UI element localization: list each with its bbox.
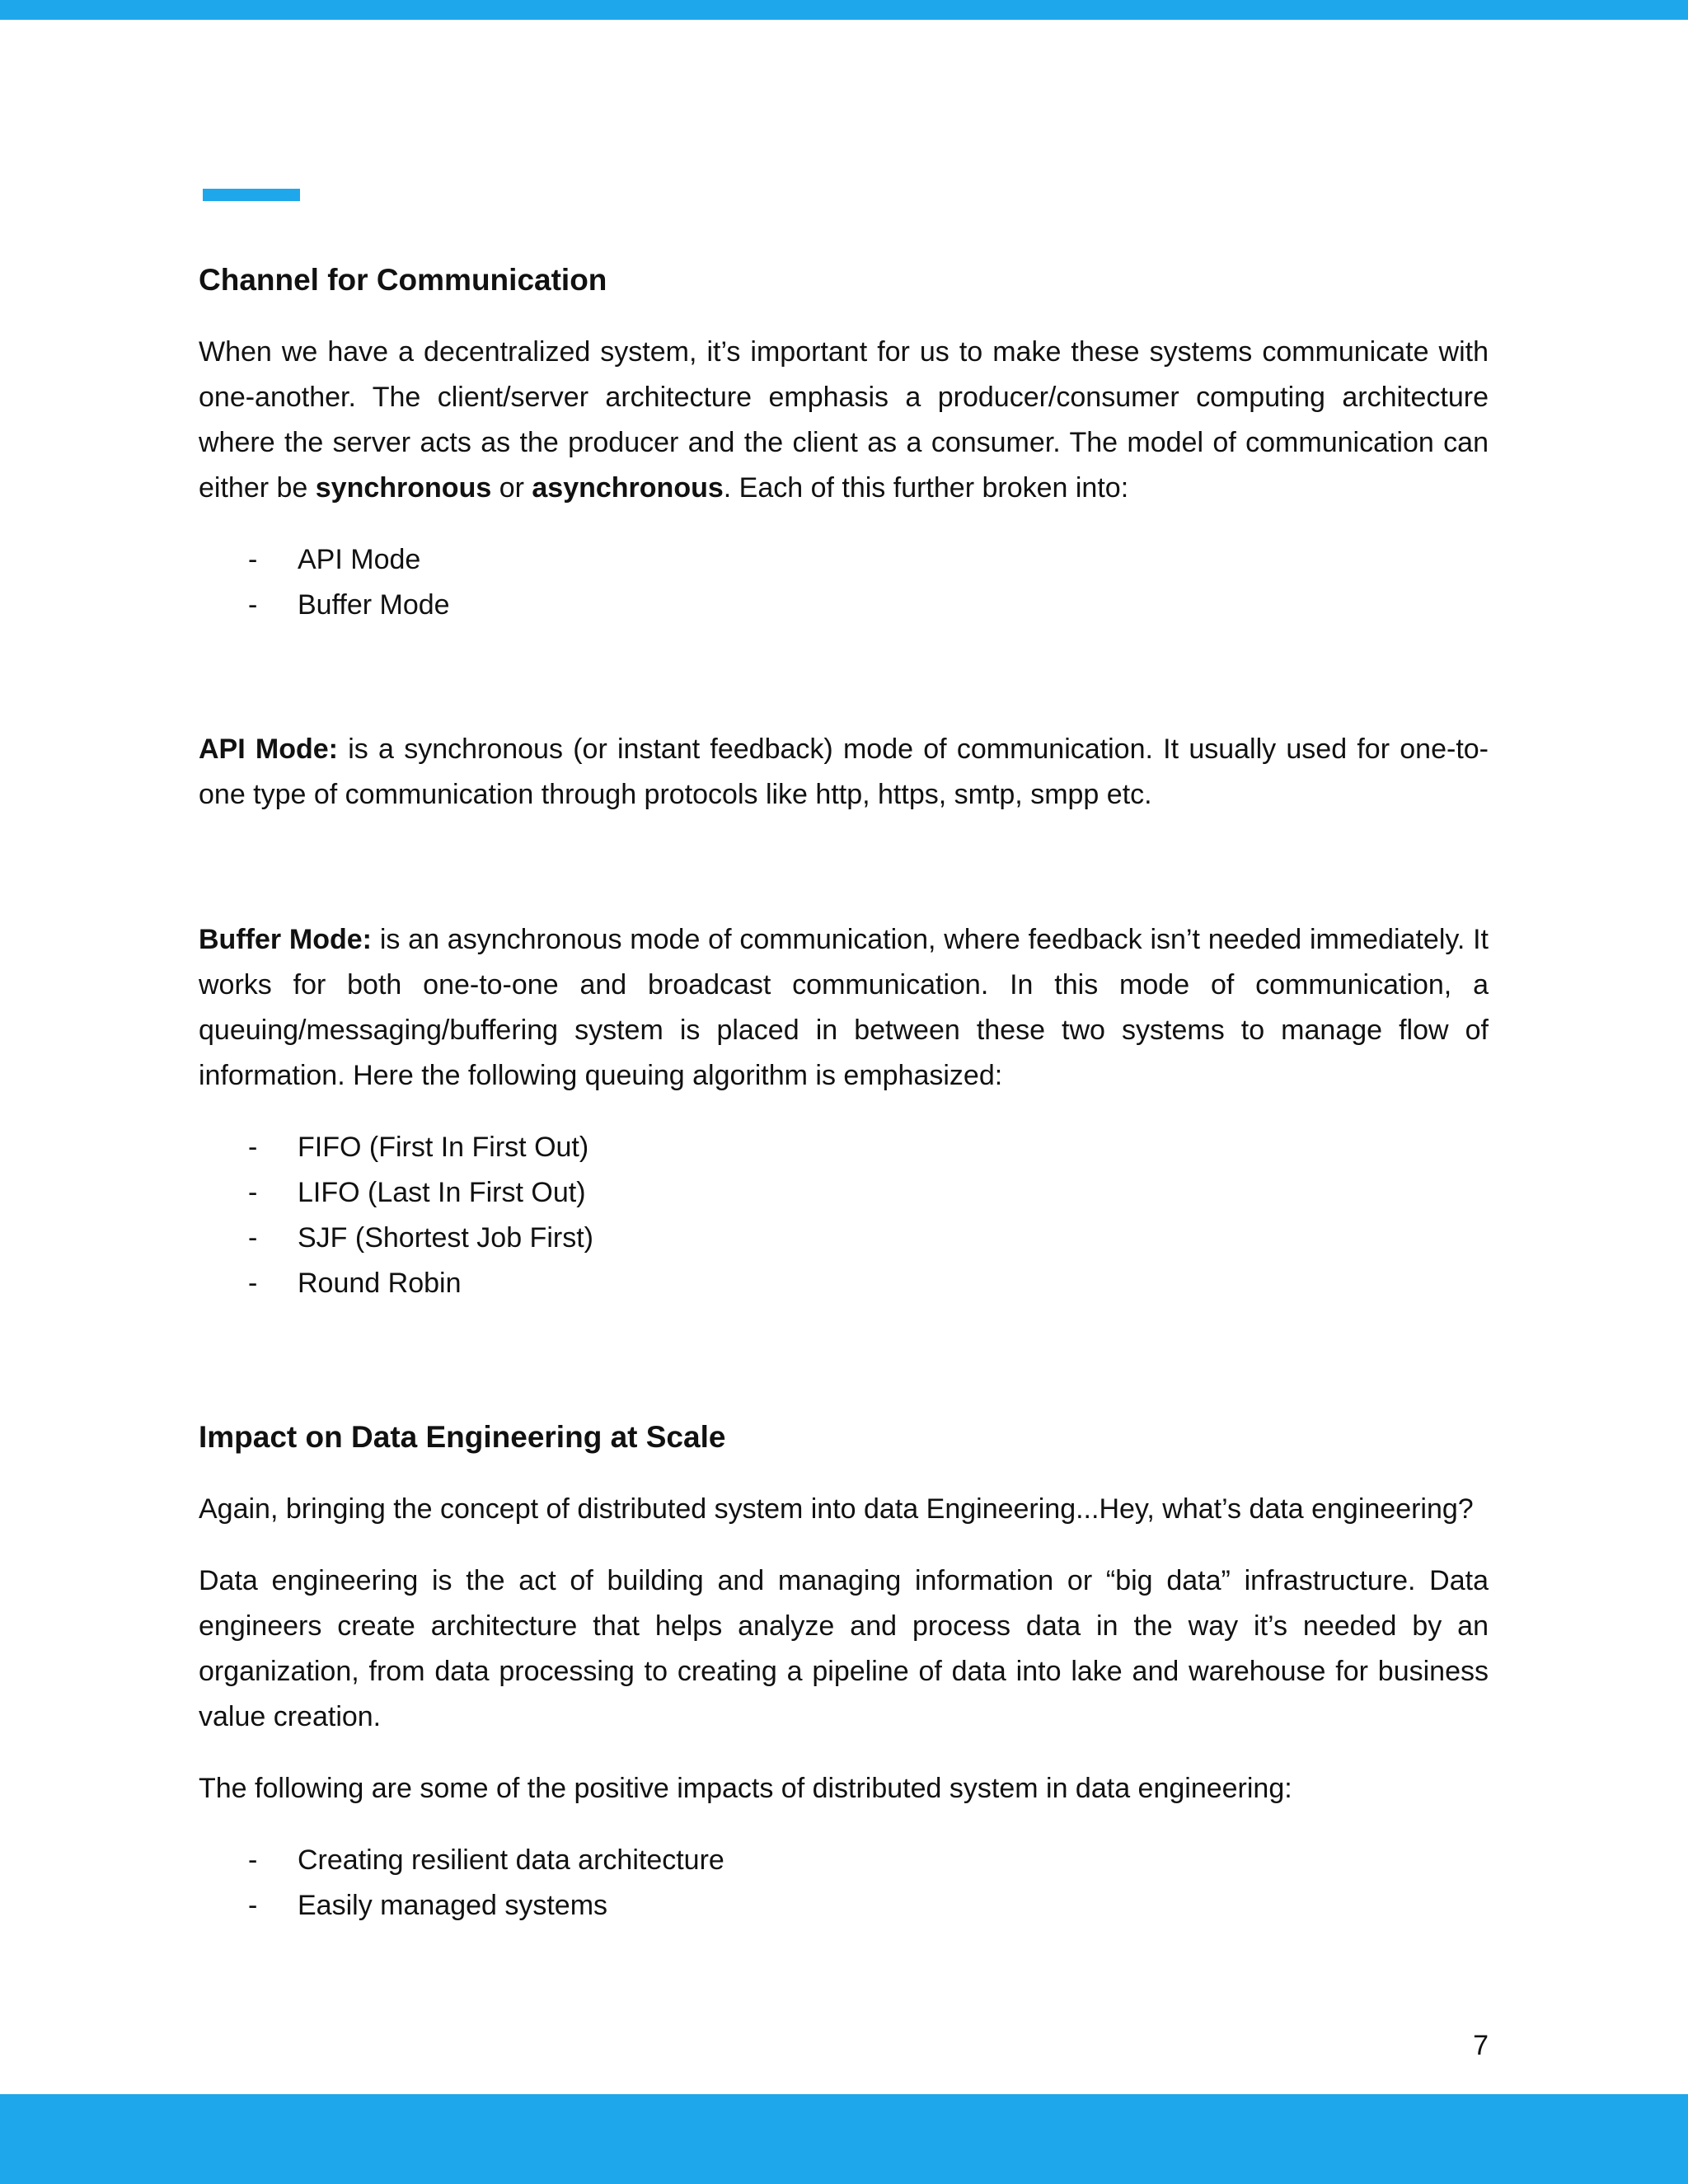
buffer-mode-label: Buffer Mode: [199,924,373,955]
buffer-mode-paragraph: Buffer Mode: is an asynchronous mode of communication, where feedback isn’t needed immediately. It works for both one-to-one and broadcast communication. In this mode of communication, a queuing/messaging/buffering system is placed in between these two systems to manage flow of information. Here the following queuing algorithm is emphasized: [199,924,1489,1091]
bullet-dash: - [248,1222,258,1254]
bullet-dash: - [248,1132,258,1163]
positive-impacts-intro-paragraph: The following are some of the positive impacts of distributed system in data engineering: [199,1773,1292,1804]
section-heading-impact-data-engineering: Impact on Data Engineering at Scale [199,1420,726,1454]
list-item: - Easily managed systems [199,1883,1489,1929]
bullet-dash: - [248,1890,258,1921]
queuing-algorithms-list [199,1125,1489,1306]
bullet-dash: - [248,1844,258,1876]
api-mode-label: API Mode: [199,733,339,765]
data-engineering-question-paragraph: Again, bringing the concept of distributed system into data Engineering...Hey, what’s data engineering? [199,1493,1474,1525]
communication-modes-list [199,537,1489,628]
list-item: - FIFO (First In First Out) [199,1125,1489,1170]
top-accent-bar [0,0,1688,20]
bullet-dash: - [248,544,258,575]
list-item: - Round Robin [199,1261,1489,1306]
bold-asynchronous: asynchronous [532,472,724,504]
list-item: - Creating resilient data architecture [199,1838,1489,1883]
bullet-dash: - [248,589,258,621]
bullet-dash: - [248,1177,258,1208]
section-heading-channel-communication: Channel for Communication [199,263,607,297]
list-item: - SJF (Shortest Job First) [199,1216,1489,1261]
bottom-accent-bar [0,2094,1688,2184]
document-body [199,257,1489,1929]
section-accent-dash [203,189,300,201]
api-mode-paragraph: API Mode: is a synchronous (or instant feedback) mode of communication. It usually used for one-to-one type of communication through protocols like http, https, smtp, smpp etc. [199,733,1489,810]
page-number: 7 [1473,2030,1489,2061]
bullet-dash: - [248,1268,258,1299]
intro-paragraph: When we have a decentralized system, it’s important for us to make these systems communicate with one-another. The client/server architecture emphasis a producer/consumer computing architecture where the server acts as the producer and the client as a consumer. The model of communication can either be synchronous or asynchronous. Each of this further broken into: [199,336,1489,504]
data-engineering-definition-paragraph: Data engineering is the act of building and managing information or “big data” infrastructure. Data engineers create architecture that helps analyze and process data in the way it’s needed by an organization, from data processing to creating a pipeline of data into lake and warehouse for business value creation. [199,1565,1489,1732]
list-item: - API Mode [199,537,1489,583]
bold-synchronous: synchronous [315,472,492,504]
list-item: - LIFO (Last In First Out) [199,1170,1489,1216]
positive-impacts-list [199,1838,1489,1929]
list-item: - Buffer Mode [199,583,1489,628]
